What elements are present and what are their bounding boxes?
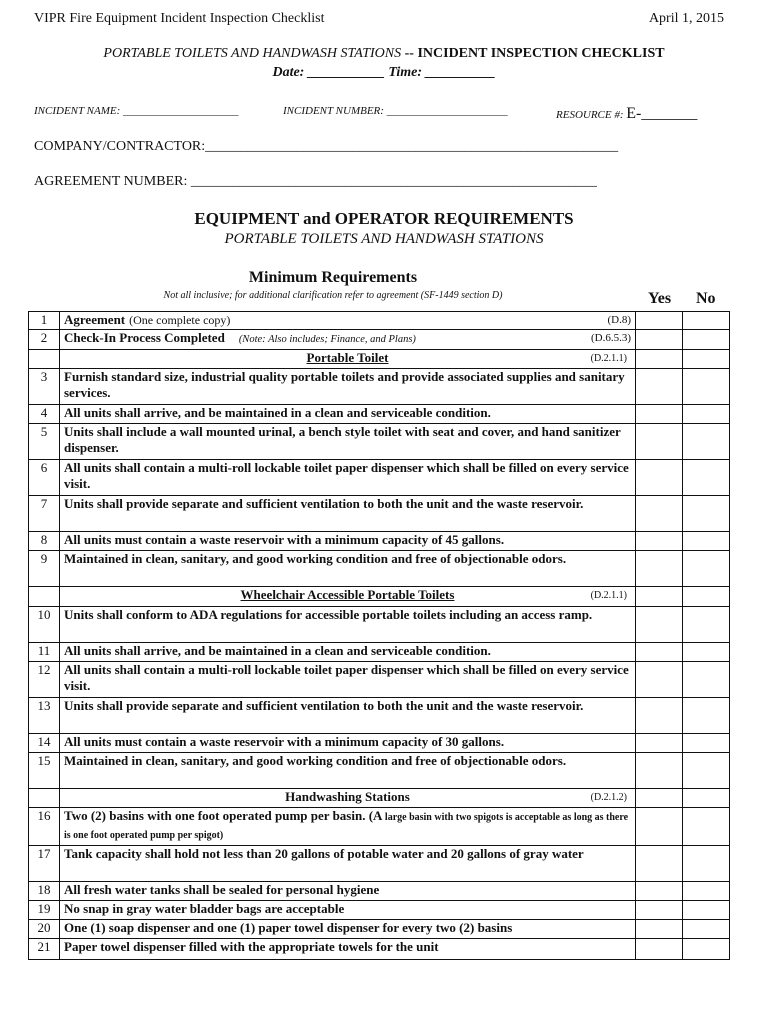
requirement-text: All units must contain a waste reservoir with a minimum capacity of 30 gallons. bbox=[64, 733, 505, 749]
yes-checkbox-cell[interactable] bbox=[636, 459, 683, 495]
checklist-row bbox=[29, 900, 730, 919]
section-subheading: PORTABLE TOILETS AND HANDWASH STATIONS bbox=[224, 231, 544, 247]
requirement-text: All fresh water tanks shall be sealed for personal hygiene bbox=[64, 881, 380, 897]
title-italic: PORTABLE TOILETS AND HANDWASH STATIONS bbox=[103, 46, 402, 61]
row-number: 6 bbox=[29, 459, 60, 495]
requirement-cell bbox=[60, 642, 636, 661]
requirement-cell bbox=[60, 752, 636, 788]
requirement-text: Two (2) basins with one foot operated pump per basin. (A bbox=[64, 807, 383, 823]
row-number: 5 bbox=[29, 423, 60, 459]
yes-checkbox-cell[interactable] bbox=[636, 330, 683, 350]
requirement-text: All units shall arrive, and be maintained in a clean and serviceable condition. bbox=[64, 642, 491, 658]
requirement-cell bbox=[60, 312, 636, 330]
requirement-text: Furnish standard size, industrial quality portable toilets and provide associated supplies and sanitary services. bbox=[64, 368, 625, 400]
company-contractor-field[interactable]: COMPANY/CONTRACTOR:___________________________________________________________ bbox=[34, 139, 619, 154]
requirement-text: All units shall arrive, and be maintained in a clean and serviceable condition. bbox=[64, 404, 491, 420]
yes-checkbox-cell[interactable] bbox=[636, 845, 683, 881]
requirement-text: No snap in gray water bladder bags are acceptable bbox=[64, 900, 345, 916]
checklist-row bbox=[29, 459, 730, 495]
requirement-cell bbox=[60, 531, 636, 550]
yes-checkbox-cell[interactable] bbox=[636, 312, 683, 330]
checklist-title bbox=[0, 46, 768, 62]
no-checkbox-cell[interactable] bbox=[683, 606, 730, 642]
row-number: 11 bbox=[29, 642, 60, 661]
yes-checkbox-cell[interactable] bbox=[636, 606, 683, 642]
checklist-row bbox=[29, 495, 730, 531]
no-cell-empty bbox=[683, 788, 730, 807]
column-header-no: No bbox=[696, 290, 716, 307]
requirement-cell bbox=[60, 495, 636, 531]
row-number-empty bbox=[29, 788, 60, 807]
row-number-empty bbox=[29, 586, 60, 606]
checklist-row bbox=[29, 550, 730, 586]
no-checkbox-cell[interactable] bbox=[683, 938, 730, 959]
yes-checkbox-cell[interactable] bbox=[636, 807, 683, 845]
checklist-row bbox=[29, 752, 730, 788]
section-reference: (D.2.1.1) bbox=[590, 589, 627, 601]
no-checkbox-cell[interactable] bbox=[683, 807, 730, 845]
row-number: 16 bbox=[29, 807, 60, 845]
yes-checkbox-cell[interactable] bbox=[636, 661, 683, 697]
no-checkbox-cell[interactable] bbox=[683, 459, 730, 495]
requirements-table bbox=[28, 311, 730, 960]
yes-checkbox-cell[interactable] bbox=[636, 550, 683, 586]
requirement-cell bbox=[60, 938, 636, 959]
section-title-cell bbox=[60, 788, 636, 807]
requirement-cell bbox=[60, 550, 636, 586]
yes-cell-empty bbox=[636, 349, 683, 368]
date-time-line: Date: ___________ Time: __________ bbox=[272, 65, 496, 80]
requirement-text: All units shall contain a multi-roll lockable toilet paper dispenser which shall be filled on every service visit. bbox=[64, 459, 629, 491]
no-checkbox-cell[interactable] bbox=[683, 312, 730, 330]
row-number: 10 bbox=[29, 606, 60, 642]
requirement-cell bbox=[60, 845, 636, 881]
requirement-text: All units shall contain a multi-roll lockable toilet paper dispenser which shall be filled on every service visit. bbox=[64, 661, 629, 693]
row-number: 4 bbox=[29, 404, 60, 423]
no-checkbox-cell[interactable] bbox=[683, 404, 730, 423]
requirement-cell bbox=[60, 330, 636, 350]
yes-checkbox-cell[interactable] bbox=[636, 531, 683, 550]
row-number: 19 bbox=[29, 900, 60, 919]
yes-checkbox-cell[interactable] bbox=[636, 733, 683, 752]
section-title: Handwashing Stations bbox=[285, 788, 410, 804]
checklist-row bbox=[29, 661, 730, 697]
checklist-row bbox=[29, 845, 730, 881]
yes-cell-empty bbox=[636, 586, 683, 606]
row-number: 14 bbox=[29, 733, 60, 752]
requirement-text: Units shall provide separate and sufficient ventilation to both the unit and the waste reservoir. bbox=[64, 697, 584, 713]
requirement-text: Paper towel dispenser filled with the appropriate towels for the unit bbox=[64, 938, 439, 954]
checklist-row bbox=[29, 642, 730, 661]
no-checkbox-cell[interactable] bbox=[683, 919, 730, 938]
requirement-cell bbox=[60, 368, 636, 404]
no-checkbox-cell[interactable] bbox=[683, 423, 730, 459]
yes-checkbox-cell[interactable] bbox=[636, 697, 683, 733]
row-number: 9 bbox=[29, 550, 60, 586]
section-title-cell bbox=[60, 586, 636, 606]
no-checkbox-cell[interactable] bbox=[683, 733, 730, 752]
requirement-text: Maintained in clean, sanitary, and good working condition and free of objectionable odors. bbox=[64, 752, 567, 768]
requirement-cell bbox=[60, 900, 636, 919]
requirement-text: Tank capacity shall hold not less than 20 gallons of potable water and 20 gallons of gray water bbox=[64, 845, 584, 861]
section-row bbox=[29, 349, 730, 368]
yes-checkbox-cell[interactable] bbox=[636, 495, 683, 531]
requirement-cell bbox=[60, 661, 636, 697]
no-checkbox-cell[interactable] bbox=[683, 495, 730, 531]
checklist-row bbox=[29, 919, 730, 938]
section-title: Wheelchair Accessible Portable Toilets bbox=[240, 586, 455, 602]
title-bold: -- INCIDENT INSPECTION CHECKLIST bbox=[401, 46, 665, 61]
row-number: 13 bbox=[29, 697, 60, 733]
yes-checkbox-cell[interactable] bbox=[636, 752, 683, 788]
yes-checkbox-cell[interactable] bbox=[636, 881, 683, 900]
requirement-reference: (D.6.5.3) bbox=[590, 332, 631, 344]
checklist-row bbox=[29, 697, 730, 733]
row-number: 15 bbox=[29, 752, 60, 788]
minimum-requirements-heading: Minimum Requirements bbox=[248, 269, 418, 286]
document-header-title: VIPR Fire Equipment Incident Inspection Checklist bbox=[34, 11, 325, 26]
requirement-cell bbox=[60, 404, 636, 423]
requirement-note: (Note: Also includes; Finance, and Plans) bbox=[238, 334, 416, 345]
requirement-text: Units shall conform to ADA regulations for accessible portable toilets including an access ramp. bbox=[64, 606, 593, 622]
checklist-row bbox=[29, 606, 730, 642]
requirement-small-note: large basin with two spigots is acceptable as long as there is one foot operated pump per spigot) bbox=[64, 811, 629, 841]
requirement-cell bbox=[60, 459, 636, 495]
requirement-text: Agreement bbox=[64, 312, 126, 327]
requirement-cell bbox=[60, 919, 636, 938]
row-number: 20 bbox=[29, 919, 60, 938]
row-number: 18 bbox=[29, 881, 60, 900]
section-title-cell bbox=[60, 349, 636, 368]
checklist-row bbox=[29, 938, 730, 959]
yes-checkbox-cell[interactable] bbox=[636, 642, 683, 661]
requirement-cell bbox=[60, 606, 636, 642]
checklist-row bbox=[29, 404, 730, 423]
no-checkbox-cell[interactable] bbox=[683, 661, 730, 697]
document-date: April 1, 2015 bbox=[648, 11, 724, 26]
row-number: 2 bbox=[29, 330, 60, 350]
row-number: 12 bbox=[29, 661, 60, 697]
resource-label: RESOURCE #: bbox=[556, 109, 624, 121]
requirement-text: All units must contain a waste reservoir with a minimum capacity of 45 gallons. bbox=[64, 531, 505, 547]
yes-cell-empty bbox=[636, 788, 683, 807]
row-number-empty bbox=[29, 349, 60, 368]
requirement-cell bbox=[60, 423, 636, 459]
checklist-row bbox=[29, 807, 730, 845]
section-row bbox=[29, 586, 730, 606]
row-number: 17 bbox=[29, 845, 60, 881]
section-heading: EQUIPMENT and OPERATOR REQUIREMENTS bbox=[194, 209, 574, 228]
no-checkbox-cell[interactable] bbox=[683, 368, 730, 404]
column-header-yes: Yes bbox=[648, 290, 672, 307]
requirement-text: Units shall provide separate and sufficient ventilation to both the unit and the waste reservoir. bbox=[64, 495, 584, 511]
agreement-number-field[interactable]: AGREEMENT NUMBER: __________________________________________________________ bbox=[34, 174, 597, 189]
requirement-cell bbox=[60, 733, 636, 752]
section-reference: (D.2.1.2) bbox=[590, 791, 627, 803]
no-checkbox-cell[interactable] bbox=[683, 697, 730, 733]
requirement-text: Maintained in clean, sanitary, and good working condition and free of objectionable odors. bbox=[64, 550, 567, 566]
section-row bbox=[29, 788, 730, 807]
no-checkbox-cell[interactable] bbox=[683, 550, 730, 586]
no-checkbox-cell[interactable] bbox=[683, 752, 730, 788]
no-cell-empty bbox=[683, 586, 730, 606]
requirement-text: One (1) soap dispenser and one (1) paper towel dispenser for every two (2) basins bbox=[64, 919, 513, 935]
requirement-parenthetical: (One complete copy) bbox=[129, 313, 231, 327]
no-checkbox-cell[interactable] bbox=[683, 845, 730, 881]
requirement-cell bbox=[60, 697, 636, 733]
requirement-text: Check-In Process Completed bbox=[64, 330, 225, 345]
yes-checkbox-cell[interactable] bbox=[636, 368, 683, 404]
requirement-cell bbox=[60, 807, 636, 845]
no-checkbox-cell[interactable] bbox=[683, 881, 730, 900]
no-checkbox-cell[interactable] bbox=[683, 330, 730, 350]
incident-number-field[interactable]: INCIDENT NUMBER: ______________________ bbox=[283, 105, 508, 117]
row-number: 1 bbox=[29, 312, 60, 330]
row-number: 21 bbox=[29, 938, 60, 959]
requirement-cell bbox=[60, 881, 636, 900]
row-number: 7 bbox=[29, 495, 60, 531]
row-number: 8 bbox=[29, 531, 60, 550]
checklist-row bbox=[29, 531, 730, 550]
checklist-row bbox=[29, 312, 730, 330]
checklist-row bbox=[29, 330, 730, 350]
requirement-reference: (D.8) bbox=[607, 314, 631, 326]
resource-value: E-_______ bbox=[626, 105, 698, 122]
yes-checkbox-cell[interactable] bbox=[636, 423, 683, 459]
incident-name-field[interactable]: INCIDENT NAME: _____________________ bbox=[34, 105, 239, 117]
section-reference: (D.2.1.1) bbox=[590, 352, 627, 364]
yes-checkbox-cell[interactable] bbox=[636, 404, 683, 423]
yes-checkbox-cell[interactable] bbox=[636, 919, 683, 938]
resource-field[interactable] bbox=[556, 105, 697, 123]
no-checkbox-cell[interactable] bbox=[683, 531, 730, 550]
checklist-row bbox=[29, 423, 730, 459]
no-cell-empty bbox=[683, 349, 730, 368]
yes-checkbox-cell[interactable] bbox=[636, 900, 683, 919]
no-checkbox-cell[interactable] bbox=[683, 642, 730, 661]
checklist-row bbox=[29, 733, 730, 752]
no-checkbox-cell[interactable] bbox=[683, 900, 730, 919]
row-number: 3 bbox=[29, 368, 60, 404]
yes-checkbox-cell[interactable] bbox=[636, 938, 683, 959]
checklist-row bbox=[29, 881, 730, 900]
requirement-text: Units shall include a wall mounted urinal, a bench style toilet with seat and cover, and hand sanitizer dispenser. bbox=[64, 423, 621, 455]
section-title: Portable Toilet bbox=[306, 349, 389, 365]
checklist-row bbox=[29, 368, 730, 404]
minimum-requirements-note: Not all inclusive; for additional clarification refer to agreement (SF-1449 section D) bbox=[163, 290, 503, 301]
